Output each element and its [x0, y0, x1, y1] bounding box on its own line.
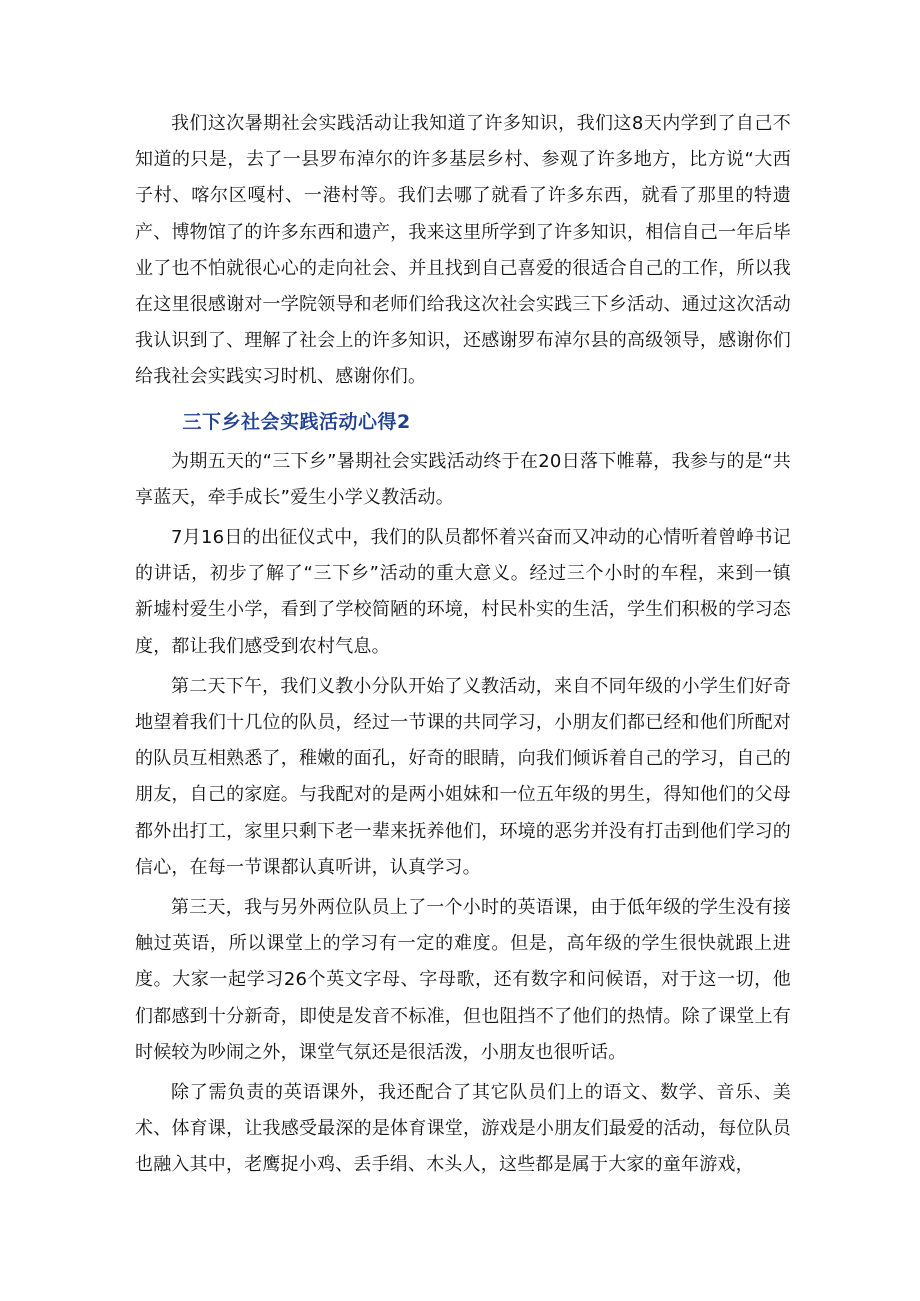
paragraph-5: 除了需负责的英语课外，我还配合了其它队员们上的语文、数学、音乐、美术、体育课，让我感受最深的是体育课堂，游戏是小朋友们最爱的活动，每位队员也融入其中，老鹰捉小鸡、丢手绢、木头人，这些都是属于大家的童年游戏， [135, 1082, 791, 1176]
paragraph-1: 为期五天的“三下乡”暑期社会实践活动终于在20日落下帷幕，我参与的是“共享蓝天，牵手成长”爱生小学义教活动。 [135, 450, 791, 508]
paragraph-4: 第三天，我与另外两位队员上了一个小时的英语课，由于低年级的学生没有接触过英语，所以课堂上的学习有一定的难度。但是，高年级的学生很快就跟上进度。大家一起学习26个英文字母、字母歌，还有数字和问候语，对于这一切，他们都感到十分新奇，即使是发音不标准，但也阻挡不了他们的热情。除了课堂上有时候较为吵闹之外，课堂气氛还是很活泼，小朋友也很听话。 [135, 897, 791, 1063]
paragraph-2: 7月16日的出征仪式中，我们的队员都怀着兴奋而又冲动的心情听着曾峥书记的讲话，初步了解了“三下乡”活动的重大意义。经过三个小时的车程，来到一镇新墟村爱生小学，看到了学校简陋的环境，村民朴实的生活，学生们积极的学习态度，都让我们感受到农村气息。 [135, 527, 791, 657]
section-heading: 三下乡社会实践活动心得2 [182, 410, 411, 433]
paragraph-intro: 我们这次暑期社会实践活动让我知道了许多知识，我们这8天内学到了自己不知道的只是，去了一县罗布淖尔的许多基层乡村、参观了许多地方，比方说“大西子村、喀尔区嘎村、一港村等。我们去哪了就看了许多东西，就看了那里的特遗产、博物馆了的许多东西和遗产，我来这里所学到了许多知识，相信自己一年后毕业了也不怕就很心心的走向社会、并且找到自己喜爱的很适合自己的工作，所以我在这里很感谢对一学院领导和老师们给我这次社会实践三下乡活动、通过这次活动我认识到了、理解了社会上的许多知识，还感谢罗布淖尔县的高级领导，感谢你们给我社会实践实习时机、感谢你们。 [135, 113, 791, 388]
document-body [135, 106, 791, 1188]
paragraph-3: 第二天下午，我们义教小分队开始了义教活动，来自不同年级的小学生们好奇地望着我们十几位的队员，经过一节课的共同学习，小朋友们都已经和他们所配对的队员互相熟悉了，稚嫩的面孔，好奇的眼睛，向我们倾诉着自己的学习，自己的朋友，自己的家庭。与我配对的是两小姐妹和一位五年级的男生，得知他们的父母都外出打工，家里只剩下老一辈来抚养他们，环境的恶劣并没有打击到他们学习的信心，在每一节课都认真听讲，认真学习。 [135, 675, 791, 878]
